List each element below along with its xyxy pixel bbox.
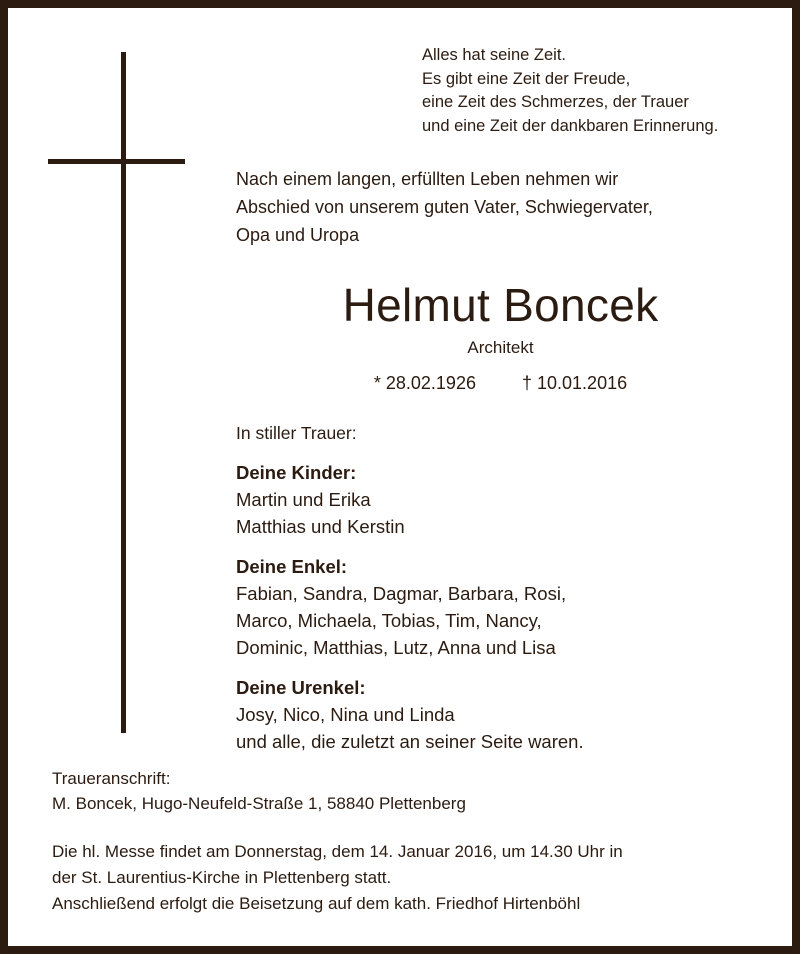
service-line-3: Anschließend erfolgt die Beisetzung auf dem kath. Friedhof Hirtenböhl xyxy=(52,894,581,913)
intro-line-2: Abschied von unserem guten Vater, Schwiegervater, xyxy=(236,197,653,217)
main-column xyxy=(236,165,765,755)
cross-icon xyxy=(8,8,228,768)
deceased-profession: Architekt xyxy=(467,338,534,357)
service-line-2: der St. Laurentius-Kirche in Plettenberg statt. xyxy=(52,868,392,887)
group-line: Josy, Nico, Nina und Linda xyxy=(236,704,455,725)
group-heading: Deine Enkel: xyxy=(236,556,348,577)
verse-block xyxy=(422,44,792,138)
mourner-group-greatgrandchildren xyxy=(236,675,765,755)
address-value: M. Boncek, Hugo-Neufeld-Straße 1, 58840 Plettenberg xyxy=(52,794,466,813)
group-line: Matthias und Kerstin xyxy=(236,516,405,537)
cross-horizontal-bar xyxy=(48,159,185,164)
group-heading: Deine Urenkel: xyxy=(236,677,366,698)
verse-line-4: und eine Zeit der dankbaren Erinnerung. xyxy=(422,116,719,135)
life-dates xyxy=(236,371,765,395)
death-date: † 10.01.2016 xyxy=(522,373,628,393)
verse-line-3: eine Zeit des Schmerzes, der Trauer xyxy=(422,93,689,111)
service-details xyxy=(52,839,772,917)
intro-line-1: Nach einem langen, erfüllten Leben nehmen wir xyxy=(236,169,619,189)
group-line: Dominic, Matthias, Lutz, Anna und Lisa xyxy=(236,637,556,658)
footer-block xyxy=(52,766,772,917)
group-heading: Deine Kinder: xyxy=(236,462,357,483)
intro-line-3: Opa und Uropa xyxy=(236,225,360,245)
group-line: Fabian, Sandra, Dagmar, Barbara, Rosi, xyxy=(236,583,567,604)
birth-date: * 28.02.1926 xyxy=(373,373,476,393)
cross-vertical-bar xyxy=(121,52,126,733)
mourning-label: In stiller Trauer: xyxy=(236,423,357,443)
address-label: Traueranschrift: xyxy=(52,769,171,788)
verse-line-2: Es gibt eine Zeit der Freude, xyxy=(422,69,631,88)
group-closing-note: und alle, die zuletzt an seiner Seite waren. xyxy=(236,731,584,752)
service-line-1: Die hl. Messe findet am Donnerstag, dem 14. Januar 2016, um 14.30 Uhr in xyxy=(52,842,623,861)
group-line: Martin und Erika xyxy=(236,489,371,510)
verse-line-1: Alles hat seine Zeit. xyxy=(422,46,566,64)
deceased-name: Helmut Boncek xyxy=(342,279,659,331)
mourner-group-children xyxy=(236,460,765,540)
intro-paragraph xyxy=(236,165,765,249)
group-line: Marco, Michaela, Tobias, Tim, Nancy, xyxy=(236,610,542,631)
mourner-group-grandchildren xyxy=(236,554,765,661)
